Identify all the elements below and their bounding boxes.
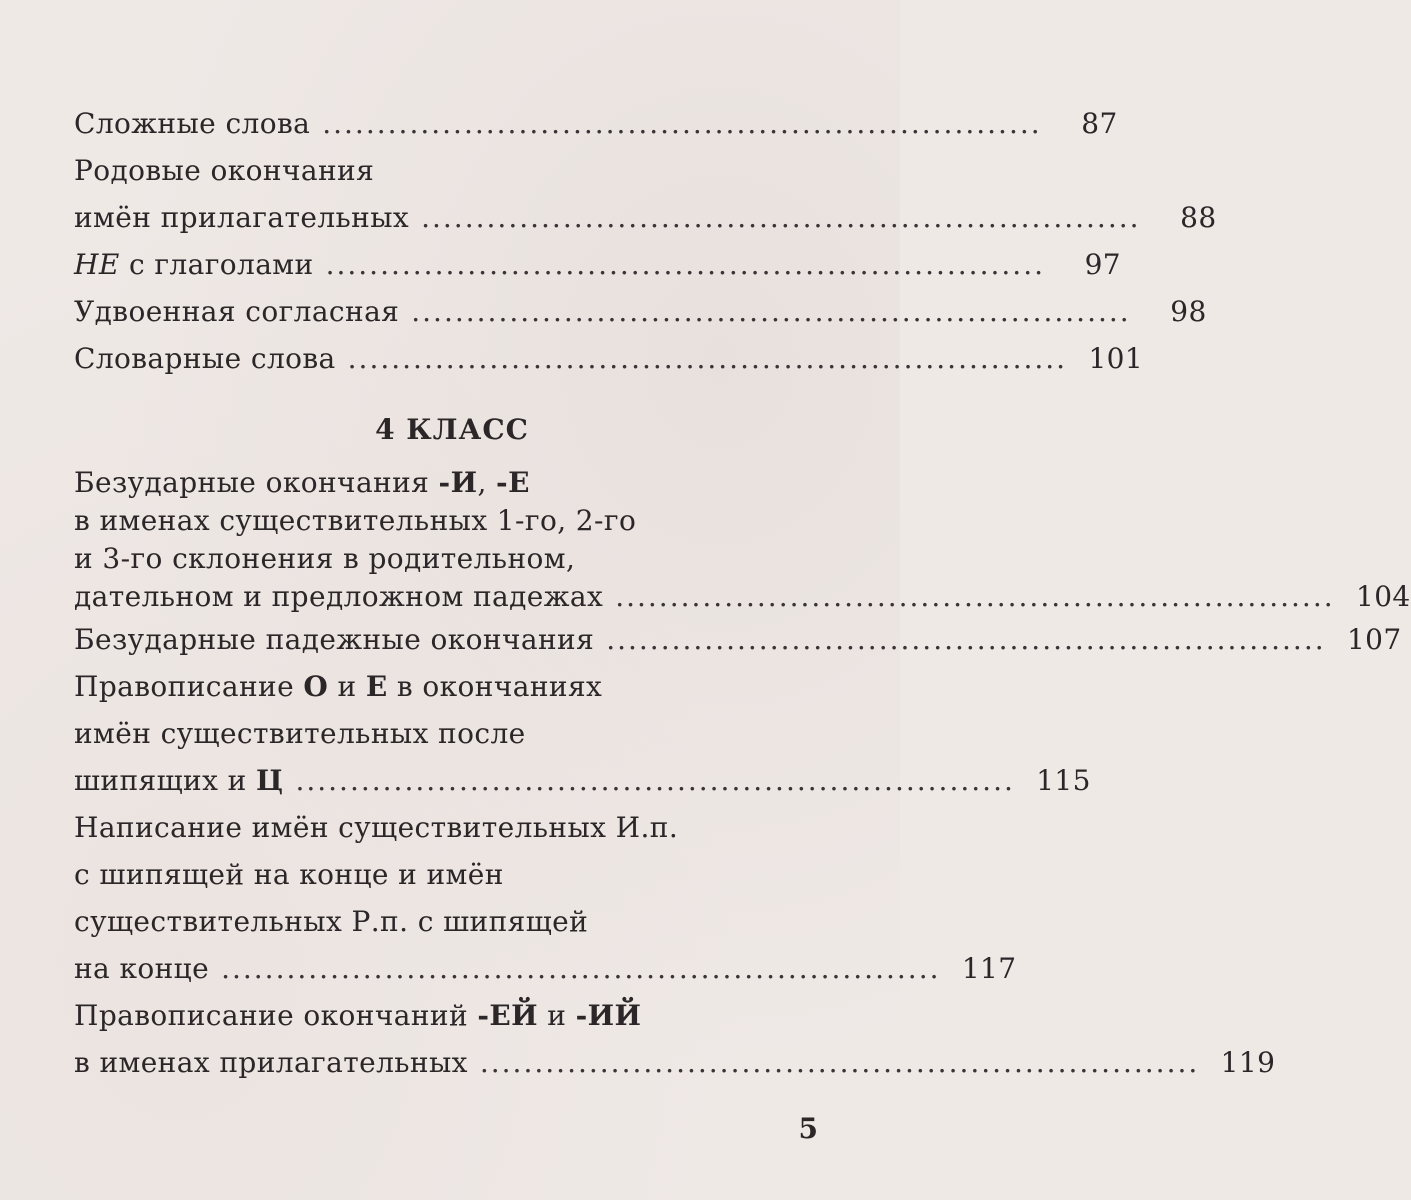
- toc-line: [74, 851, 830, 898]
- toc-page-number: 107: [1346, 623, 1402, 656]
- italic-particle: НЕ: [74, 248, 120, 281]
- toc-line: [74, 335, 1144, 382]
- toc-entry-title: Безударные падежные окончания: [74, 623, 595, 656]
- toc-line: [74, 757, 1091, 804]
- toc-entry-title: Правописание окончаний -ЕЙ и -ИЙ: [74, 999, 642, 1032]
- toc-entry-title: Сложные слова: [74, 107, 311, 140]
- dot-leader: ..................................................................: [325, 248, 1045, 281]
- toc-entry-title: имён прилагательных: [74, 201, 410, 234]
- toc-page-number: 119: [1220, 1046, 1276, 1079]
- page-number: 5: [798, 1112, 818, 1145]
- toc-entry-title: в именах прилагательных: [74, 1046, 468, 1079]
- toc-entry-title: Родовые окончания: [74, 154, 375, 187]
- toc-line: [74, 288, 1207, 335]
- toc-page-number: 98: [1170, 295, 1207, 328]
- toc-entry-title: Безударные окончания -И, -Е: [74, 466, 530, 499]
- toc-entry-title: имён существительных после: [74, 717, 526, 750]
- toc-entry-title: в именах существительных 1-го, 2-го: [74, 504, 637, 537]
- toc-entry: [74, 804, 1017, 992]
- table-of-contents: [74, 100, 1411, 1086]
- toc-line: [74, 540, 830, 578]
- toc-line: [74, 241, 1121, 288]
- toc-line: [74, 1039, 1276, 1086]
- section-heading: 4 КЛАСС: [375, 413, 529, 446]
- toc-line: [74, 710, 830, 757]
- toc-page-number: 88: [1180, 201, 1217, 234]
- toc-page-number: 101: [1088, 342, 1144, 375]
- toc-page-number: 87: [1081, 107, 1118, 140]
- toc-entry: [74, 335, 1144, 382]
- toc-entry: [74, 464, 1411, 616]
- toc-page-number: 104: [1355, 580, 1411, 613]
- dot-leader: ..................................................................: [295, 764, 1015, 797]
- toc-entry: [74, 663, 1091, 804]
- dot-leader: ..................................................................: [606, 623, 1326, 656]
- dot-leader: ..................................................................: [421, 201, 1141, 234]
- toc-entry-title: существительных Р.п. с шипящей: [74, 905, 589, 938]
- toc-line: [74, 194, 1217, 241]
- toc-line: [74, 945, 1017, 992]
- toc-line: [74, 992, 830, 1039]
- dot-leader: ..................................................................: [347, 342, 1068, 375]
- toc-entry-title: Правописание О и Е в окончаниях: [74, 670, 603, 703]
- toc-entry: [74, 616, 1402, 663]
- toc-line: [74, 464, 830, 502]
- toc-entry-title: НЕ с глаголами: [74, 248, 314, 281]
- dot-leader: ..................................................................: [479, 1046, 1200, 1079]
- toc-entry-title: Удвоенная согласная: [74, 295, 400, 328]
- toc-page-number: 97: [1084, 248, 1121, 281]
- toc-line: [74, 616, 1402, 663]
- toc-entry-title: шипящих и Ц: [74, 764, 284, 797]
- toc-line: [74, 663, 830, 710]
- toc-entry: [74, 992, 1276, 1086]
- dot-leader: ..................................................................: [221, 952, 941, 985]
- toc-line: [74, 804, 830, 851]
- toc-entry-title: на конце: [74, 952, 210, 985]
- toc-entry-title: с шипящей на конце и имён: [74, 858, 504, 891]
- toc-entry: [74, 147, 1217, 241]
- toc-entry: [74, 241, 1121, 288]
- toc-page-number: 117: [961, 952, 1017, 985]
- toc-entry-title: Словарные слова: [74, 342, 336, 375]
- dot-leader: ..................................................................: [615, 580, 1335, 613]
- toc-line: [74, 502, 830, 540]
- toc-entry-title: дательном и предложном падежах: [74, 580, 604, 613]
- dot-leader: ..................................................................: [322, 107, 1042, 140]
- toc-line: [74, 147, 830, 194]
- toc-line: [74, 578, 1411, 616]
- toc-line: [74, 100, 1118, 147]
- toc-entry-title: Написание имён существительных И.п.: [74, 811, 679, 844]
- toc-entry: [74, 100, 1118, 147]
- dot-leader: ..................................................................: [411, 295, 1131, 328]
- toc-entry: [74, 288, 1207, 335]
- toc-page-number: 115: [1036, 764, 1091, 797]
- toc-entry-title: и 3-го склонения в родительном,: [74, 542, 576, 575]
- toc-line: [74, 898, 830, 945]
